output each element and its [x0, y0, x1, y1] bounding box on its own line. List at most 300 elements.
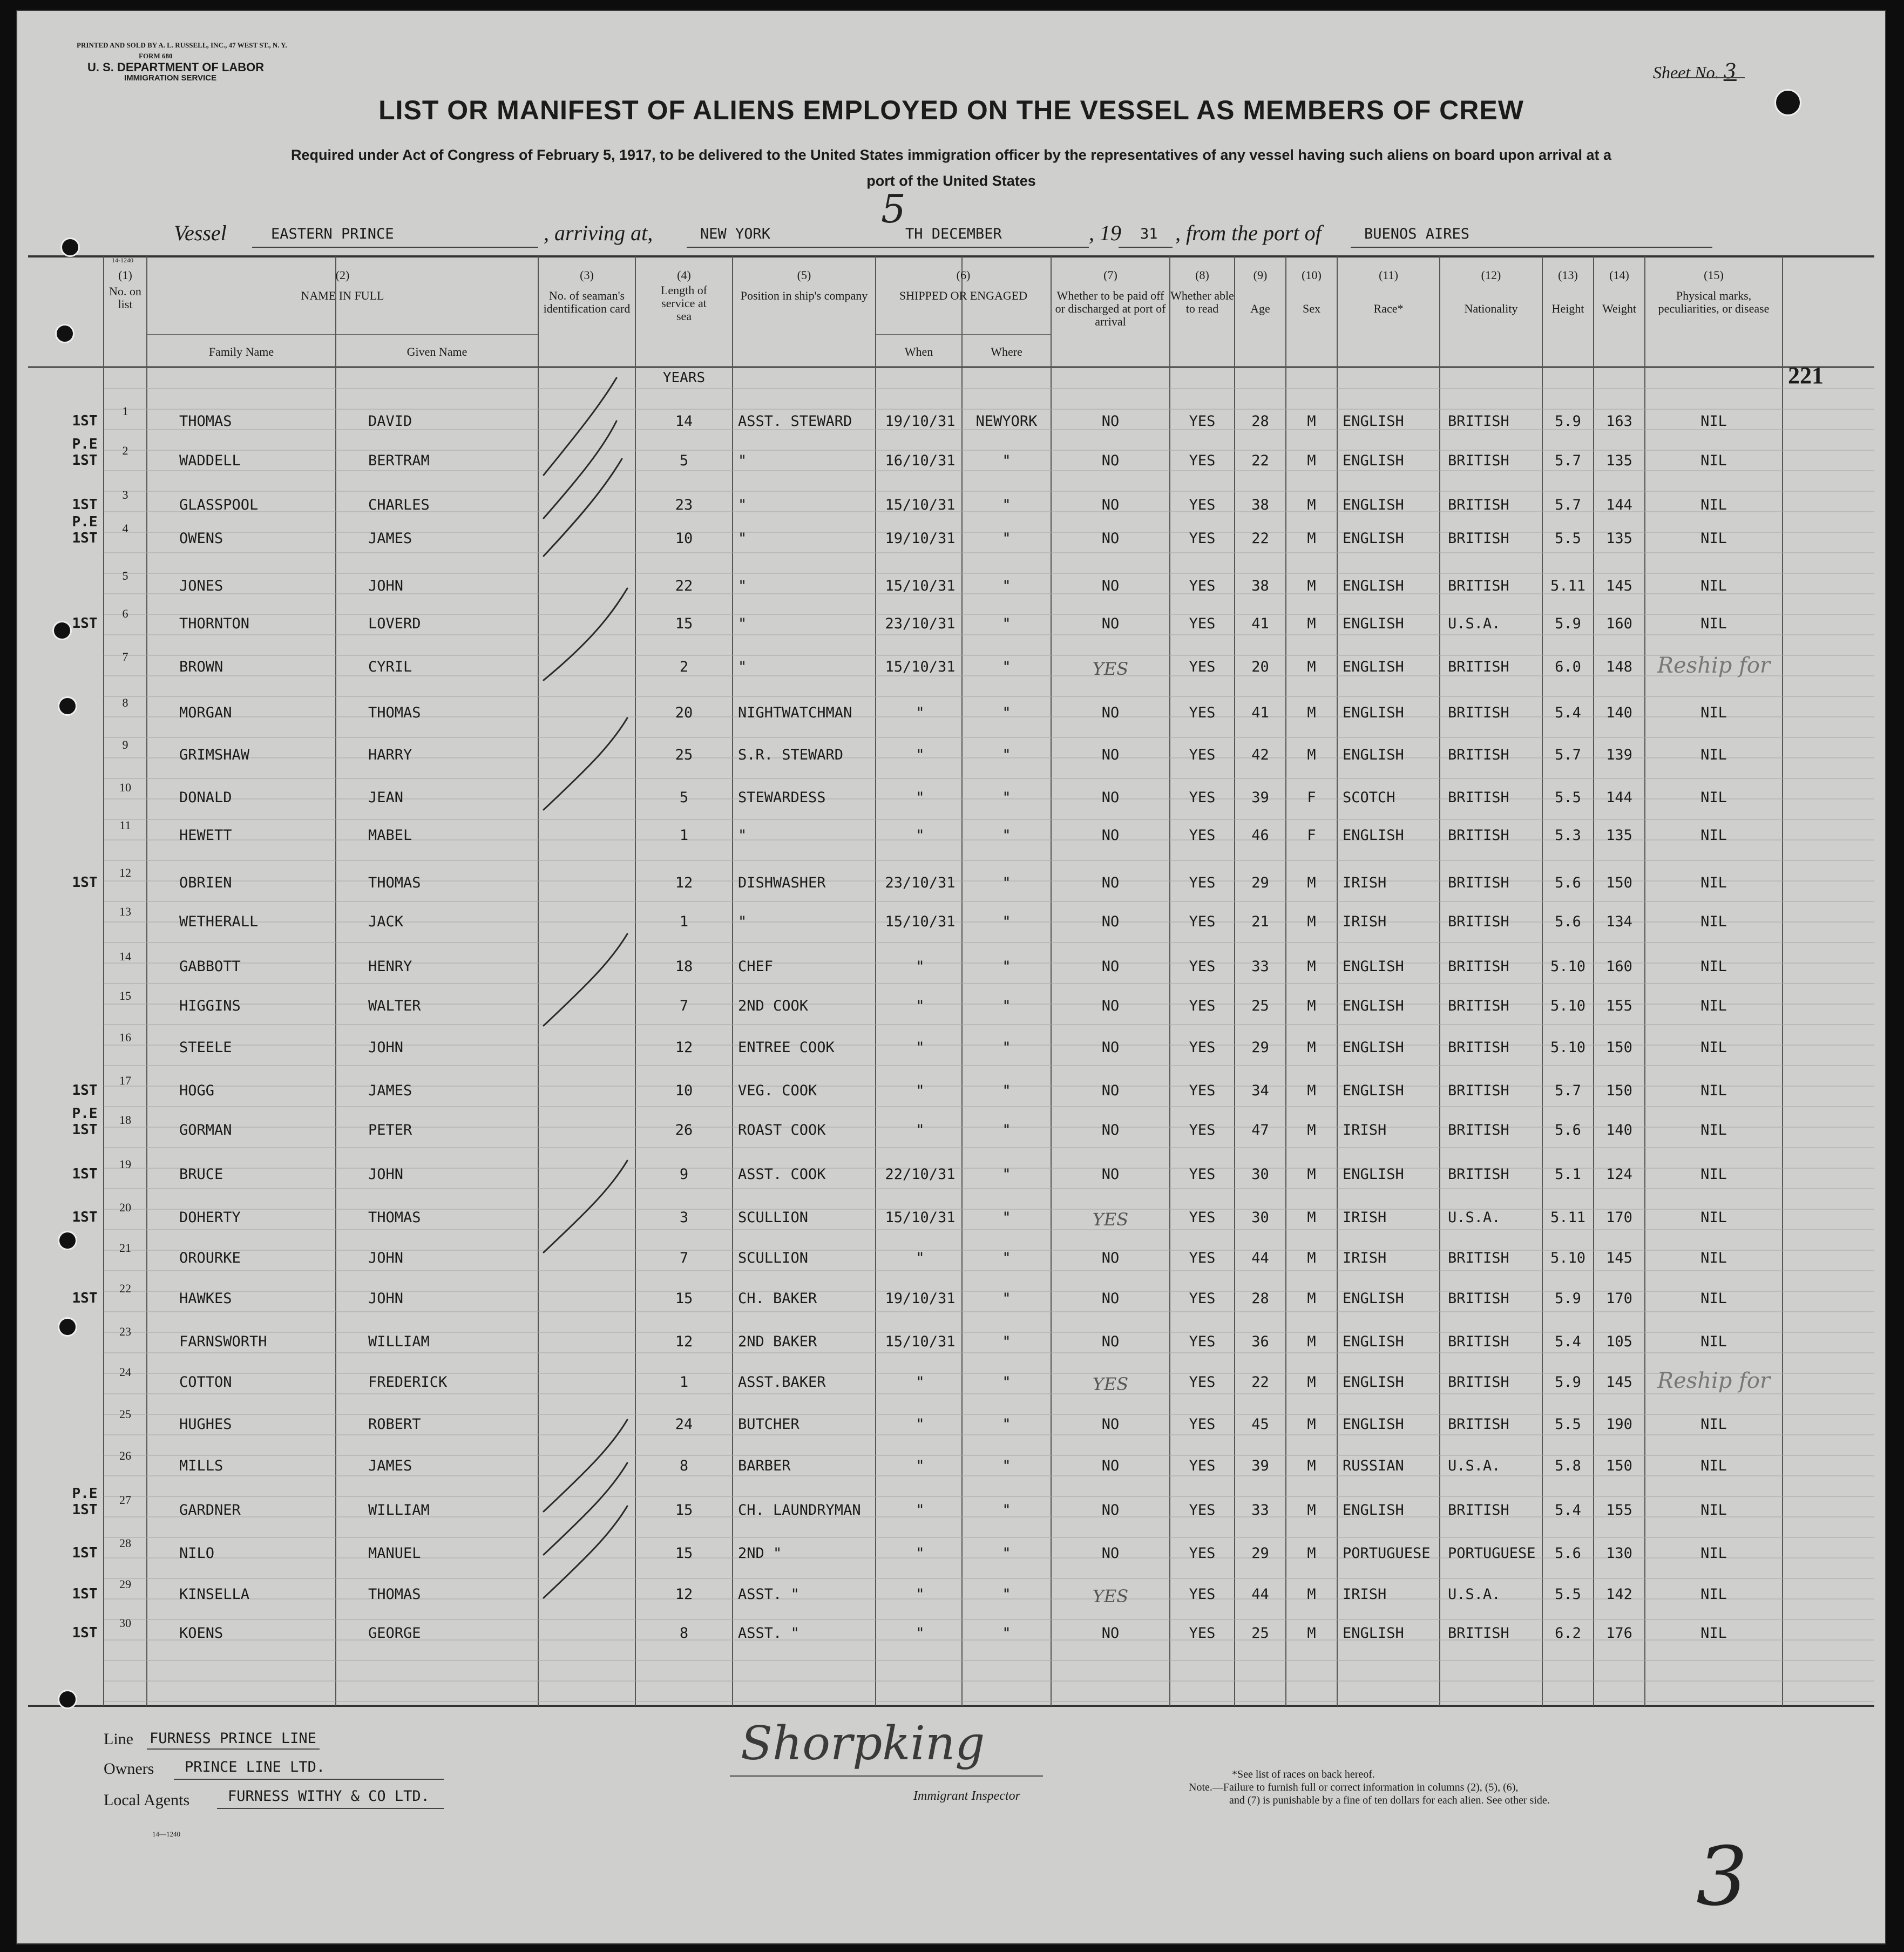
cell-where: NEWYORK — [975, 413, 1038, 430]
cell-read: YES — [1189, 747, 1216, 763]
cell-years: 14 — [675, 413, 693, 430]
cell-nat: BRITISH — [1448, 497, 1509, 513]
cell-position: SCULLION — [738, 1209, 809, 1226]
cell-position: SCULLION — [738, 1250, 809, 1266]
margin-annotation: 1ST — [72, 1625, 98, 1641]
cell-where: " — [1002, 1209, 1011, 1226]
cell-family: DOHERTY — [179, 1209, 241, 1226]
cell-sex: M — [1307, 1374, 1316, 1391]
cell-weight: 142 — [1606, 1586, 1632, 1603]
cell-paid: NO — [1101, 875, 1120, 891]
cell-marks: NIL — [1700, 1545, 1727, 1562]
cell-given: JEAN — [368, 789, 404, 806]
cell-weight: 130 — [1606, 1545, 1632, 1562]
cell-race: ENGLISH — [1343, 747, 1404, 763]
cell-family: OROURKE — [179, 1250, 241, 1266]
cell-race: ENGLISH — [1343, 1374, 1404, 1391]
cell-nat: PORTUGUESE — [1448, 1545, 1536, 1562]
note-penalty-1: Note.—Failure to furnish full or correct information in columns (2), (5), (6), — [1189, 1781, 1519, 1793]
cell-age: 45 — [1251, 1416, 1269, 1433]
cell-read: YES — [1189, 1166, 1216, 1183]
cell-nat: BRITISH — [1448, 1333, 1509, 1350]
cell-years: 7 — [679, 998, 689, 1014]
cell-where: " — [1002, 497, 1011, 513]
cell-given: WALTER — [368, 998, 421, 1014]
cell-where: " — [1002, 789, 1011, 806]
cell-given: ROBERT — [368, 1416, 421, 1433]
cell-paid: NO — [1101, 413, 1120, 430]
col2-header: (2) NAME IN FULL — [301, 268, 384, 302]
cell-years: 24 — [675, 1416, 693, 1433]
cell-no: 17 — [119, 1074, 131, 1087]
cell-marks: NIL — [1700, 958, 1727, 975]
cell-read: YES — [1189, 413, 1216, 430]
cell-nat: BRITISH — [1448, 747, 1509, 763]
cell-weight: 135 — [1606, 452, 1632, 469]
cell-given: JOHN — [368, 1166, 404, 1183]
cell-sex: M — [1307, 1166, 1316, 1183]
cell-when: 15/10/31 — [885, 1333, 956, 1350]
cell-race: ENGLISH — [1343, 704, 1404, 721]
cell-sex: M — [1307, 1586, 1316, 1603]
cell-sex: M — [1307, 913, 1316, 930]
cell-read: YES — [1189, 1122, 1216, 1138]
cell-height: 5.9 — [1555, 615, 1581, 632]
cell-position: S.R. STEWARD — [738, 747, 844, 763]
cell-family: WETHERALL — [179, 913, 259, 930]
cell-paid: NO — [1101, 958, 1120, 975]
cell-marks: NIL — [1700, 1333, 1727, 1350]
cell-age: 38 — [1251, 578, 1269, 594]
given-name-header: Given Name — [406, 345, 467, 358]
cell-height: 5.7 — [1555, 452, 1581, 469]
cell-weight: 145 — [1606, 1374, 1632, 1391]
cell-height: 5.10 — [1550, 958, 1586, 975]
cell-age: 47 — [1251, 1122, 1269, 1138]
cell-weight: 150 — [1606, 1039, 1632, 1056]
cell-years: 1 — [679, 827, 689, 844]
cell-when: 15/10/31 — [885, 1209, 956, 1226]
cell-marks: NIL — [1700, 452, 1727, 469]
cell-years: 18 — [675, 958, 693, 975]
cell-read: YES — [1189, 1416, 1216, 1433]
cell-given: BERTRAM — [368, 452, 430, 469]
cell-nat: BRITISH — [1448, 659, 1509, 675]
cell-family: HAWKES — [179, 1290, 232, 1307]
department: U. S. DEPARTMENT OF LABOR — [87, 60, 265, 74]
cell-position: ASST. COOK — [738, 1166, 826, 1183]
cell-no: 9 — [122, 738, 128, 751]
cell-marks: NIL — [1700, 1039, 1727, 1056]
cell-age: 30 — [1251, 1166, 1269, 1183]
cell-given: HENRY — [368, 958, 412, 975]
cell-sex: M — [1307, 1122, 1316, 1138]
cell-age: 22 — [1251, 1374, 1269, 1391]
cell-family: THOMAS — [179, 413, 232, 430]
col6-header: (6) SHIPPED OR ENGAGED — [899, 268, 1028, 302]
cell-weight: 170 — [1606, 1290, 1632, 1307]
cell-sex: M — [1307, 1625, 1316, 1642]
cell-given: JOHN — [368, 1039, 404, 1056]
cell-race: ENGLISH — [1343, 958, 1404, 975]
year-prefix: , 19 — [1089, 221, 1121, 245]
cell-read: YES — [1189, 530, 1216, 547]
cell-no: 12 — [119, 866, 131, 879]
cell-marks: NIL — [1700, 1458, 1727, 1474]
cell-sex: M — [1307, 497, 1316, 513]
cell-family: HOGG — [179, 1082, 215, 1099]
cell-weight: 124 — [1606, 1166, 1632, 1183]
cell-given: JAMES — [368, 1458, 412, 1474]
cell-read: YES — [1189, 704, 1216, 721]
vessel-name: EASTERN PRINCE — [271, 226, 394, 242]
cell-height: 5.4 — [1555, 1502, 1581, 1519]
cell-weight: 190 — [1606, 1416, 1632, 1433]
margin-annotation: 1ST — [72, 1545, 98, 1561]
cell-years: 15 — [675, 1502, 693, 1519]
cell-read: YES — [1189, 1545, 1216, 1562]
service: IMMIGRATION SERVICE — [124, 73, 217, 83]
agents-name: FURNESS WITHY & CO LTD. — [228, 1788, 430, 1805]
cell-race: ENGLISH — [1343, 1625, 1404, 1642]
cell-marks: NIL — [1700, 1209, 1727, 1226]
cell-given: WILLIAM — [368, 1333, 430, 1350]
cell-weight: 145 — [1606, 578, 1632, 594]
cell-no: 8 — [122, 696, 128, 709]
cell-paid: YES — [1092, 659, 1129, 679]
cell-no: 28 — [119, 1536, 131, 1550]
cell-race: IRISH — [1343, 875, 1387, 891]
cell-years: 25 — [675, 747, 693, 763]
cell-age: 42 — [1251, 747, 1269, 763]
cell-sex: M — [1307, 530, 1316, 547]
cell-weight: 135 — [1606, 827, 1632, 844]
cell-height: 5.3 — [1555, 827, 1581, 844]
cell-where: " — [1002, 1039, 1011, 1056]
cell-weight: 170 — [1606, 1209, 1632, 1226]
cell-no: 6 — [122, 607, 128, 620]
cell-when: 22/10/31 — [885, 1166, 956, 1183]
cell-height: 5.7 — [1555, 497, 1581, 513]
cell-no: 29 — [119, 1577, 131, 1591]
cell-when: " — [916, 1416, 925, 1433]
cell-read: YES — [1189, 578, 1216, 594]
cell-where: " — [1002, 530, 1011, 547]
inspector-signature: Shorpking — [741, 1717, 985, 1771]
cell-marks: NIL — [1700, 1122, 1727, 1138]
cell-nat: U.S.A. — [1448, 1586, 1501, 1603]
binder-hole — [58, 1690, 77, 1709]
cell-paid: NO — [1101, 1250, 1120, 1266]
cell-weight: 155 — [1606, 998, 1632, 1014]
cell-given: MABEL — [368, 827, 412, 844]
cell-sex: M — [1307, 1209, 1316, 1226]
cell-sex: M — [1307, 958, 1316, 975]
form-number: FORM 680 — [139, 52, 173, 60]
cell-age: 22 — [1251, 530, 1269, 547]
cell-marks: NIL — [1700, 1502, 1727, 1519]
cell-race: ENGLISH — [1343, 827, 1404, 844]
margin-annotation: 1ST — [72, 875, 98, 891]
cell-paid: NO — [1101, 1333, 1120, 1350]
cell-where: " — [1002, 958, 1011, 975]
footer-lines — [17, 11, 1885, 1943]
cell-paid: YES — [1092, 1586, 1129, 1607]
cell-height: 5.6 — [1555, 1545, 1581, 1562]
cell-given: LOVERD — [368, 615, 421, 632]
cell-position: ROAST COOK — [738, 1122, 826, 1138]
cell-where: " — [1002, 1122, 1011, 1138]
cell-race: IRISH — [1343, 1250, 1387, 1266]
owners-label: Owners — [104, 1760, 154, 1778]
cell-family: KINSELLA — [179, 1586, 250, 1603]
cell-height: 5.11 — [1550, 578, 1586, 594]
margin-annotation: P.E 1ST — [72, 514, 98, 546]
cell-family: STEELE — [179, 1039, 232, 1056]
margin-annotation: 1ST — [72, 1082, 98, 1099]
cell-age: 22 — [1251, 452, 1269, 469]
sheet-number-label: Sheet No. 3 — [1653, 59, 1737, 83]
cell-when: 16/10/31 — [885, 452, 956, 469]
cell-given: THOMAS — [368, 1209, 421, 1226]
cell-no: 21 — [119, 1241, 131, 1255]
margin-annotation: 1ST — [72, 615, 98, 632]
cell-no: 5 — [122, 569, 128, 582]
cell-given: JAMES — [368, 1082, 412, 1099]
cell-age: 29 — [1251, 875, 1269, 891]
cell-weight: 140 — [1606, 704, 1632, 721]
margin-annotation: P.E 1ST — [72, 1486, 98, 1518]
cell-marks: NIL — [1700, 1416, 1727, 1433]
cell-weight: 134 — [1606, 913, 1632, 930]
cell-where: " — [1002, 659, 1011, 675]
cell-given: THOMAS — [368, 704, 421, 721]
cell-no: 30 — [119, 1616, 131, 1630]
cell-years: 10 — [675, 1082, 693, 1099]
margin-annotation: 1ST — [72, 1290, 98, 1306]
cell-paid: NO — [1101, 827, 1120, 844]
cell-race: ENGLISH — [1343, 1166, 1404, 1183]
cell-race: ENGLISH — [1343, 615, 1404, 632]
cell-sex: M — [1307, 1039, 1316, 1056]
cell-read: YES — [1189, 452, 1216, 469]
cell-where: " — [1002, 704, 1011, 721]
cell-no: 7 — [122, 650, 128, 663]
cell-where: " — [1002, 1416, 1011, 1433]
cell-family: KOENS — [179, 1625, 223, 1642]
cell-where: " — [1002, 1290, 1011, 1307]
note-penalty-2: and (7) is punishable by a fine of ten dollars for each alien. See other side. — [1229, 1794, 1550, 1806]
cell-position: 2ND BAKER — [738, 1333, 817, 1350]
cell-when: " — [916, 1039, 925, 1056]
cell-read: YES — [1189, 1039, 1216, 1056]
cell-read: YES — [1189, 1586, 1216, 1603]
page-mark: 3 — [1696, 1830, 1748, 1924]
cell-no: 22 — [119, 1282, 131, 1295]
binder-hole — [60, 238, 80, 257]
cell-read: YES — [1189, 958, 1216, 975]
years-unit: YEARS — [662, 370, 706, 386]
cell-family: GLASSPOOL — [179, 497, 259, 513]
arrival-date: TH DECEMBER — [905, 226, 1002, 242]
cell-read: YES — [1189, 659, 1216, 675]
cell-race: IRISH — [1343, 913, 1387, 930]
cell-position: CH. LAUNDRYMAN — [738, 1502, 861, 1519]
cell-when: " — [916, 789, 925, 806]
cell-years: 5 — [679, 789, 689, 806]
cell-position: CH. BAKER — [738, 1290, 817, 1307]
cell-given: PETER — [368, 1122, 412, 1138]
cell-no: 26 — [119, 1449, 131, 1462]
cell-given: WILLIAM — [368, 1502, 430, 1519]
cell-marks: NIL — [1700, 875, 1727, 891]
cell-marks: NIL — [1700, 615, 1727, 632]
cell-nat: BRITISH — [1448, 1039, 1509, 1056]
cell-when: " — [916, 1586, 925, 1603]
cell-when: " — [916, 704, 925, 721]
col1-header: (1) No. on list — [109, 268, 141, 311]
cell-age: 33 — [1251, 958, 1269, 975]
cell-family: BROWN — [179, 659, 223, 675]
cell-nat: BRITISH — [1448, 1416, 1509, 1433]
cell-read: YES — [1189, 615, 1216, 632]
when-header: When — [904, 345, 933, 358]
col7-header: (7) Whether to be paid off or discharged at port of arrival — [1055, 268, 1166, 328]
cell-age: 36 — [1251, 1333, 1269, 1350]
cell-marks: NIL — [1700, 1586, 1727, 1603]
cell-years: 23 — [675, 497, 693, 513]
vessel-label: Vessel — [174, 221, 227, 245]
cell-where: " — [1002, 1625, 1011, 1642]
line-label: Line — [104, 1730, 133, 1748]
form-code-top: 14-1240 — [112, 256, 133, 264]
cell-marks: NIL — [1700, 413, 1727, 430]
cell-read: YES — [1189, 1625, 1216, 1642]
cell-no: 2 — [122, 444, 128, 457]
col9-header: (9) Age — [1250, 268, 1270, 315]
cell-race: ENGLISH — [1343, 1290, 1404, 1307]
cell-when: " — [916, 747, 925, 763]
cell-paid: NO — [1101, 913, 1120, 930]
cell-when: " — [916, 958, 925, 975]
cell-family: GRIMSHAW — [179, 747, 250, 763]
cell-sex: M — [1307, 704, 1316, 721]
cell-nat: BRITISH — [1448, 958, 1509, 975]
cell-years: 3 — [679, 1209, 689, 1226]
cell-weight: 176 — [1606, 1625, 1632, 1642]
cell-when: " — [916, 1625, 925, 1642]
cell-when: " — [916, 1082, 925, 1099]
col8-header: (8) Whether able to read — [1170, 268, 1234, 315]
cell-marks: NIL — [1700, 497, 1727, 513]
cell-height: 5.10 — [1550, 1250, 1586, 1266]
cell-position: 2ND " — [738, 1545, 782, 1562]
cell-height: 5.4 — [1555, 1333, 1581, 1350]
cell-weight: 144 — [1606, 497, 1632, 513]
binder-hole — [58, 1231, 77, 1250]
cell-weight: 163 — [1606, 413, 1632, 430]
cell-position: NIGHTWATCHMAN — [738, 704, 852, 721]
cell-sex: M — [1307, 747, 1316, 763]
cell-read: YES — [1189, 1290, 1216, 1307]
cell-nat: BRITISH — [1448, 578, 1509, 594]
cell-when: 15/10/31 — [885, 578, 956, 594]
cell-height: 5.11 — [1550, 1209, 1586, 1226]
subtitle-line-1: Required under Act of Congress of February 5, 1917, to be delivered to the United States immigration officer by the representatives of any vessel having such aliens on board upon arrival at a — [290, 147, 1612, 163]
cell-nat: BRITISH — [1448, 1166, 1509, 1183]
cell-race: ENGLISH — [1343, 413, 1404, 430]
cell-family: WADDELL — [179, 452, 241, 469]
cell-nat: BRITISH — [1448, 1290, 1509, 1307]
cell-age: 46 — [1251, 827, 1269, 844]
cell-paid: NO — [1101, 1545, 1120, 1562]
cell-given: JAMES — [368, 530, 412, 547]
cell-years: 7 — [679, 1250, 689, 1266]
binder-hole — [1774, 89, 1801, 116]
margin-annotation: 1ST — [72, 497, 98, 513]
cell-race: SCOTCH — [1343, 789, 1395, 806]
cell-sex: M — [1307, 1250, 1316, 1266]
cell-marks: NIL — [1700, 1625, 1727, 1642]
cell-years: 20 — [675, 704, 693, 721]
cell-race: ENGLISH — [1343, 452, 1404, 469]
cell-no: 3 — [122, 488, 128, 501]
cell-no: 15 — [119, 989, 131, 1002]
cell-when: " — [916, 827, 925, 844]
cell-no: 24 — [119, 1365, 131, 1379]
departure-port: BUENOS AIRES — [1364, 226, 1470, 242]
where-header: Where — [991, 345, 1022, 358]
cell-age: 28 — [1251, 413, 1269, 430]
cell-race: ENGLISH — [1343, 998, 1404, 1014]
cell-when: 15/10/31 — [885, 913, 956, 930]
from-label: , from the port of — [1175, 221, 1322, 245]
margin-annotation: 1ST — [72, 413, 98, 429]
cell-when: 23/10/31 — [885, 615, 956, 632]
cell-read: YES — [1189, 1458, 1216, 1474]
cell-height: 6.0 — [1555, 659, 1581, 675]
cell-family: FARNSWORTH — [179, 1333, 267, 1350]
cell-weight: 105 — [1606, 1333, 1632, 1350]
cell-read: YES — [1189, 913, 1216, 930]
cell-when: " — [916, 1502, 925, 1519]
sheet-number: 3 — [1723, 59, 1737, 83]
cell-position: " — [738, 497, 747, 513]
cell-age: 29 — [1251, 1545, 1269, 1562]
cell-where: " — [1002, 998, 1011, 1014]
cell-position: " — [738, 913, 747, 930]
cell-read: YES — [1189, 1502, 1216, 1519]
col13-header: (13) Height — [1551, 268, 1584, 315]
cell-weight: 150 — [1606, 1082, 1632, 1099]
cell-position: ASST. STEWARD — [738, 413, 852, 430]
cell-given: GEORGE — [368, 1625, 421, 1642]
cell-family: OWENS — [179, 530, 223, 547]
cell-nat: BRITISH — [1448, 827, 1509, 844]
cell-position: CHEF — [738, 958, 774, 975]
cell-when: " — [916, 1374, 925, 1391]
cell-years: 22 — [675, 578, 693, 594]
cell-nat: BRITISH — [1448, 1502, 1509, 1519]
cell-family: GORMAN — [179, 1122, 232, 1138]
cell-age: 44 — [1251, 1250, 1269, 1266]
cell-marks: NIL — [1700, 1082, 1727, 1099]
cell-paid: NO — [1101, 578, 1120, 594]
cell-family: HUGHES — [179, 1416, 232, 1433]
cell-given: JOHN — [368, 1290, 404, 1307]
cell-sex: M — [1307, 1502, 1316, 1519]
cell-position: ASST. " — [738, 1586, 799, 1603]
